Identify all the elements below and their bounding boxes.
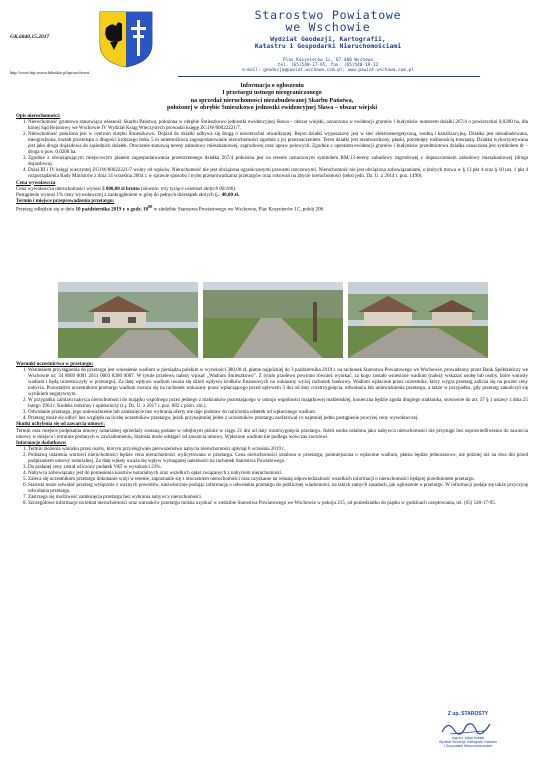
notice-title [140, 82, 404, 112]
property-photo-2 [203, 282, 343, 358]
section-heading-skutki: Skutki uchylenia się od zawarcia umowy: [16, 421, 105, 428]
section-heading-opis: Opis nieruchomości: [16, 113, 61, 119]
price-value: 3 800,00 zł brutto [102, 185, 140, 192]
increment-text: Postąpienie wynosi 1% ceny wywoławczej z zaokrągleniem w górę do pełnych dziesiątek złotych tj.: [16, 191, 222, 198]
address-line1: Plac Kosynierów 1c, 67-400 Wschowa [283, 58, 373, 63]
stamp-dept-line1: Wydział Geodezji, Kartografii, Katastru [438, 740, 497, 744]
auction-location: w siedzibie Starostwa Powiatowego we Wschowie, Plac Kosynierów 1C, pokój 206. [152, 206, 325, 213]
notice-body-bottom [16, 361, 528, 506]
coat-of-arms-icon [98, 10, 154, 68]
auction-date-value: 10 października 2019 r. o godz. 10 [75, 206, 149, 213]
info-item: 1. Termin złożenia wniosku przez osoby, którym przysługiwało pierwszeństwo nabycia nieruchomości upłynął 6 września 2019 r. [28, 446, 528, 452]
auction-date-text: Przetarg odbędzie się w dniu [16, 206, 76, 213]
increment-value: 40,00 zł. [221, 191, 240, 198]
warunki-item: 1. Warunkiem przystąpienia do przetargu jest wniesienie wadium w pieniądzu polskim w wysokości 380,00 zł, płatne najpóźniej do 3 października 2019 r. na rachunek Starostwa Powiatowego we Wschowie, prowadzony przez Bank Spółdzielczy we Wschowie nr: 34 8669 0001 2011 0003 8380 0007. W tytule przelewu należy wpisać „Wadium Śmieszkowo”. Z tytułu przelewu powinno również wynikać, za kogo zostało wniesione wadium (należy wskazać osobę lub osoby, które wniosły wadium i będą uczestniczyły w przetargu). Za datę wpływu wadium uważa się dzień wpływu środków finansowych na wskazany wyżej rachunek bankowy. Wadium wpłacone przez uczestnika, który wygra przetarg zalicza się na poczet ceny nabycia. Pozostałym uczestnikom przetargu wadium zwraca się na rachunek wskazany przez wpłacającego przed upływem 3 dni od daty rozstrzygnięcia, odwołania lub unieważnienia przetargu, a także w przypadku, gdy przetarg zakończył się wynikiem negatywnym. [28, 367, 528, 397]
auction-date-line [16, 204, 528, 213]
info-item: 4. Nabywca zobowiązany jest do poniesienia kosztów notarialnych oraz wszelkich opłat związanych z nabyciem nieruchomości. [28, 470, 528, 476]
section-heading-warunki: Warunki uczestnictwa w przetargu: [16, 361, 94, 367]
warunki-item: 3. Odwołanie przetargu, jego unieważnienie lub zamknięcie bez wybrania oferty nie daje podstaw do naliczenia odsetek od wpłaconego wadium. [28, 409, 528, 415]
notice-title-line3: na sprzedaż nieruchomości niezabudowanej Skarbu Państwa, [190, 96, 354, 104]
warunki-item: 4. Przetarg może się odbyć bez względu na liczbę uczestników przetargu, jeżeli przynajmniej jeden z uczestników przetargu zaoferował co najmniej jedno postąpienie powyżej ceny wywoławczej. [28, 415, 528, 421]
opis-list [16, 119, 528, 179]
notice-body-top [16, 113, 528, 212]
office-address [178, 58, 478, 74]
stamp-dept-line2: i Gospodarki Nieruchomościami [444, 744, 492, 748]
document-reference: GK.6840.15.2017 [10, 34, 50, 40]
notice-title-line1: Informacja o ogłoszeniu [240, 82, 304, 89]
department-name [178, 36, 478, 51]
section-heading-cena: Cena wywoławcza [16, 179, 56, 186]
notice-title-line4: położonej w obrębie Śmieszkowo jednostki ewidencyjnej Sława – obszar wiejski [166, 104, 378, 112]
department-line2: Katastru i Gospodarki Nieruchomościami [254, 42, 402, 51]
signature-icon [440, 718, 496, 736]
header-divider [178, 76, 480, 77]
address-line3: e-mail: geodezja@powiat.wschowa.com.pl; www.powiat.wschowa.com.pl [242, 68, 414, 74]
signature-stamp [418, 712, 518, 758]
stamp-heading: Z up. STAROSTY [447, 711, 489, 717]
stamp-footer [418, 736, 518, 748]
section-heading-info: Informacje dodatkowe: [16, 439, 67, 446]
info-item: 2. Podstawą ustalenia wartości nieruchomości będzie cena nieruchomości wylicytowana w przetargu. Cena nieruchomości ustalona w przetargu, pomniejszona o wpłacone wadium, płatna będzie jednorazowo, nie później niż na dwa dni przed podpisaniem umowy notarialnej. Za datę wpłaty uważa się wpływ wymaganej należności na rachunek Starostwa Powiatowego. [28, 452, 528, 464]
info-list [16, 446, 528, 506]
opis-item: 2. Nieruchomość położona jest w centrum obrębu Śmieszkowo. Dojazd do działki odbywa się drogą o nawierzchni utwardzonej. Rejon działki wyposażony jest w sieć elektroenergetyczną, wodną i kanalizacyjną. Działka jest niezabudowana, nieogrodzona, kształt prostokąta o długości krótszego boku 5 m uniemożliwia zagospodarowanie nieruchomości zgodnie z jej przeznaczeniem. Teren działki jest nieutwardzony, płaski, porośnięty roślinnością trawiastą. Działka wykorzystywana jest jako droga dojazdowa do sąsiednich działek. Otoczenie stanowią tereny zabudowy mieszkaniowej, zagrodowej oraz upraw polowych. Zgodnie z operatem ewidencji gruntów i budynków przedmiotowa działka oznaczona jest symbolem dr – droga o pow. 0,0200 ha. [28, 131, 528, 155]
department-line1: Wydział Geodezji, Kartografii, [270, 35, 386, 43]
opis-item: 3. Zgodnie z obowiązującym miejscowym planem zagospodarowania przestrzennego działka 267/4 położona jest na terenie oznaczonym symbolem RM/13-tereny zabudowy zagrodowej z dopuszczeniem zabudowy mieszkaniowej (droga dojazdowa). [28, 155, 528, 167]
stamp-signer: mgr inż. Alicja Kubiak [451, 736, 485, 740]
property-photos [58, 282, 488, 358]
address-line2: tel. (65)540-17-95, fax. (65)540-19-32 [277, 63, 379, 69]
notice-title-line2: I przetargu ustnego nieograniczonego [222, 89, 322, 97]
price-text: Cena wywoławcza nieruchomości wynosi [16, 185, 103, 192]
opis-item: 1. Nieruchomość gruntowa stanowiąca własność Skarbu Państwa, położona w obrębie Śmieszkowo jednostki ewidencyjnej Sława – obszar wiejski, oznaczona w ewidencji gruntów i budynków numerem działki 267/4 o powierzchni 0,0200 ha, dla której Sąd Rejonowy we Wschowie IV Wydział Ksiąg Wieczystych prowadzi księgę ZG1W/00022221/7. [28, 119, 528, 131]
info-item: 8. Szczegółowe informacje na temat nieruchomości oraz warunków przetargu można uzyskać w siedzibie Starostwa Powiatowego we Wschowie w pokoju 215, od poniedziałku do piątku w godzinach urzędowania, tel. (65) 540-17-95. [28, 500, 528, 506]
section-heading-termin: Termin i miejsce przeprowadzenia przetargu: [16, 197, 115, 204]
info-item: 3. Do podanej ceny został wliczony podatek VAT w wysokości 23%. [28, 464, 528, 470]
info-item: 5. Zaleca się uczestnikom przetargu dokonanie wizji w terenie, zapoznanie się z otoczeniem nieruchomości oraz uzyskanie na własną odpowiedzialność wszelkich informacji o nieruchomości będącej przedmiotem przetargu. [28, 476, 528, 482]
skutki-text: Termin oraz miejsce podpisania umowy notarialnej sprzedaży zostaną podane w odrębnym piśmie w ciągu 21 dni od daty rozstrzygnięcia przetargu. Jeżeli osoba ustalona jako nabywca nieruchomości nie przystąpi bez usprawiedliwienia do zawarcia umowy w miejscu i terminie podanych w zawiadomieniu, Starosta może odstąpić od zawarcia umowy. Wpłacone wadium nie podlega wówczas zwrotowi. [16, 427, 528, 440]
price-words: (słownie: trzy tysiące osiemset złotych 00/100). [139, 185, 237, 192]
property-photo-1 [58, 282, 198, 358]
info-item: 7. Zastrzega się możliwość zamknięcia przetargu bez wybrania nabywcy nieruchomości. [28, 494, 528, 500]
bip-url[interactable]: http://www.bip.wsiwa.lubuskie.pl/sprawchowa/ [10, 70, 90, 75]
opis-item: 4. Dział III i IV księgi wieczystej ZG1W/00022221/7 wolny od wpisów. Nieruchomość nie jest obciążona ograniczonymi prawami rzeczowymi. Nieruchomość nie jest obciążona zobowiązaniami, o których mowa w § 13 pkt 4 oraz § 10 ust. 1 pkt 4 rozporządzenia Rady Ministrów z dnia 14 września 2004 r. w sprawie sposobu i trybu przeprowadzania przetargów oraz rokowań na zbycie nieruchomości (tekst jedn. Dz. U. z 2014 r. poz. 1490). [28, 167, 528, 179]
office-title-line2: we Wschowie [285, 20, 371, 34]
auction-time-minutes: 00 [148, 203, 153, 209]
warunki-item: 2. W przypadku zamiaru nabycia nieruchomości do majątku wspólnego przez jednego z małżonków pozostającego w ustroju wspólności majątkowej małżeńskiej, konieczna będzie zgoda drugiego małżonka, stosownie do art. 37 § 1 ustawy z dnia 25 lutego 1964 r. Kodeks rodzinny i opiekuńczy (t.j. Dz. U. z 2017 r. poz. 682 z późn. zm.). [28, 397, 528, 409]
property-photo-3 [348, 282, 488, 358]
office-title [178, 9, 478, 33]
info-item: 6. Starosta może odwołać przetarg wyłącznie z ważnych powodów, niezwłocznie podając informację o odwołaniu przetargu do publicznej wiadomości, na takich samych zasadach, jak ogłoszenie o przetargu. W informacji podaje się także przyczynę odwołania przetargu. [28, 482, 528, 494]
office-title-line1: Starostwo Powiatowe [254, 8, 402, 22]
warunki-list [16, 367, 528, 421]
